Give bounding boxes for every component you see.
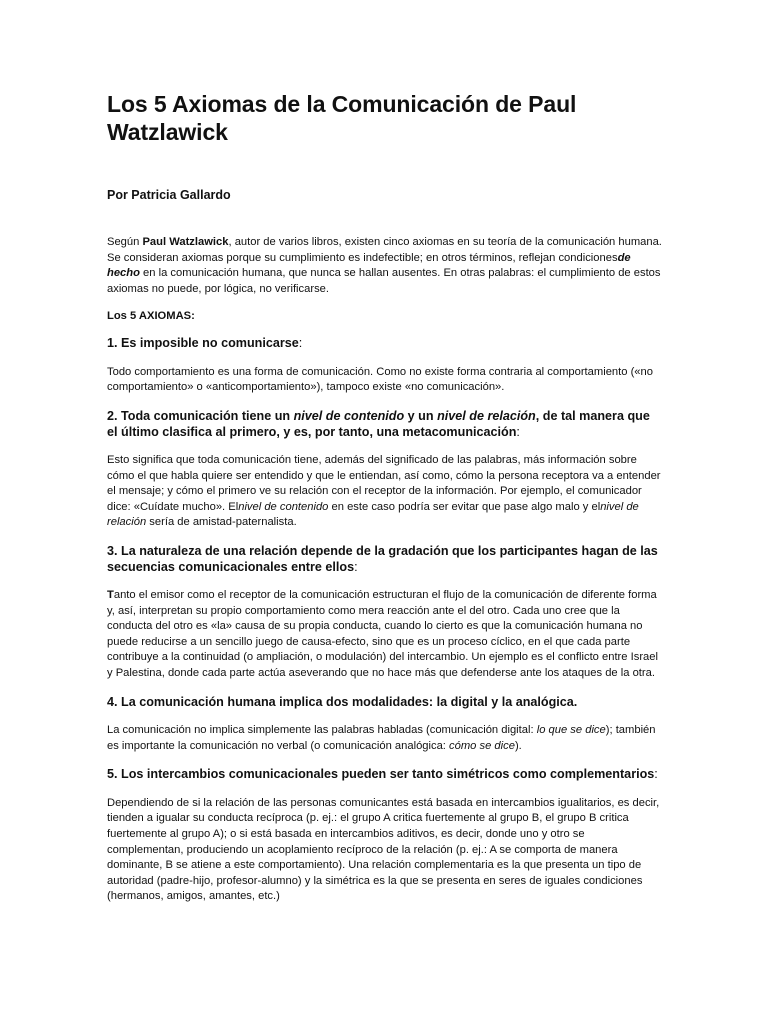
axiom-3-heading: 3. La naturaleza de una relación depende de la gradación que los participantes hagan de las secuencias comunicacionales entre ellos:: [107, 544, 658, 574]
axiom-3-text: Tanto el emisor como el receptor de la comunicación estructuran el flujo de la comunicación de diferente forma y, así, interpretan su propio comportamiento como mera reacción ante el del otro. Cada uno cree que la conducta del otro es «la» causa de su propia conducta, cuando lo cierto es que la comunicación humana no puede reducirse a un sencillo juego de causa-efecto, sino que es un proceso cíclico, en el que cada parte contribuye a la continuidad (o ampliación, o modulación) del intercambio. Un ejemplo es el conflicto entre Israel y Palestina, donde cada parte actúa aseverando que no hace más que defenderse ante los ataques de la otra.: [107, 589, 658, 679]
axiom-4-text: La comunicación no implica simplemente las palabras habladas (comunicación digital: lo que se dice); también es importante la comunicación no verbal (o comunicación analógica: cómo se dice).: [107, 724, 656, 752]
intro-paragraph: Según Paul Watzlawick, autor de varios libros, existen cinco axiomas en su teoría de la comunicación humana. Se consideran axiomas porque su cumplimiento es indefectible; en otros términos, reflejan condicionesde hecho en la comunicación humana, que nunca se hallan ausentes. En otras palabras: el cumplimiento de estos axiomas no puede, por lógica, no verificarse.: [107, 236, 662, 295]
axiom-2-heading: 2. Toda comunicación tiene un nivel de contenido y un nivel de relación, de tal manera que el último clasifica al primero, y es, por tanto, una metacomunicación:: [107, 409, 650, 439]
emphasis-de-hecho: de hecho: [107, 251, 631, 280]
drop-letter: T: [107, 589, 114, 602]
axiom-5-text: Dependiendo de si la relación de las personas comunicantes está basada en intercambios igualitarios, es decir, tienden a igualar su conducta recíproca (p. ej.: el grupo A critica fuertemente al grupo B, el grupo B critica fuertemente al grupo A); o si está basada en intercambios aditivos, es decir, donde uno y otro se complementan, produciendo un acoplamiento recíproco de la relación (p. ej.: A se comporta de manera dominante, B se atiene a este comportamiento). Una relación complementaria es la que presenta un tipo de autoridad (padre-hijo, profesor-alumno) y la simétrica es la que se presenta en seres de iguales condiciones (hermanos, amigos, amantes, etc.): [107, 796, 660, 903]
axiom-2-text: Esto significa que toda comunicación tiene, además del significado de las palabras, más información sobre cómo el que habla quiere ser entendido y que le entiendan, así como, cómo la persona receptora va a entender el mensaje; y cómo el primero ve su relación con el receptor de la información. Por ejemplo, el comunicador dice: «Cuídate mucho». Elnivel de contenido en este caso podría ser evitar que pase algo malo y elnivel de relación sería de amistad-paternalista.: [107, 454, 661, 529]
author-line: Por Patricia Gallardo: [107, 188, 231, 202]
document-content: [107, 90, 662, 918]
axioms-list-heading: Los 5 AXIOMAS:: [107, 310, 195, 323]
author-name: Paul Watzlawick: [142, 236, 229, 248]
axiom-4-heading: 4. La comunicación humana implica dos modalidades: la digital y la analógica.: [107, 694, 578, 709]
axiom-5-heading: 5. Los intercambios comunicacionales pueden ser tanto simétricos como complementarios:: [107, 767, 658, 782]
axiom-1-heading: 1. Es imposible no comunicarse:: [107, 336, 303, 351]
axiom-1-text: Todo comportamiento es una forma de comunicación. Como no existe forma contraria al comportamiento («no comportamiento» o «anticomportamiento»), tampoco existe «no comunicación».: [107, 365, 653, 394]
document-title: Los 5 Axiomas de la Comunicación de Paul Watzlawick: [107, 91, 577, 145]
